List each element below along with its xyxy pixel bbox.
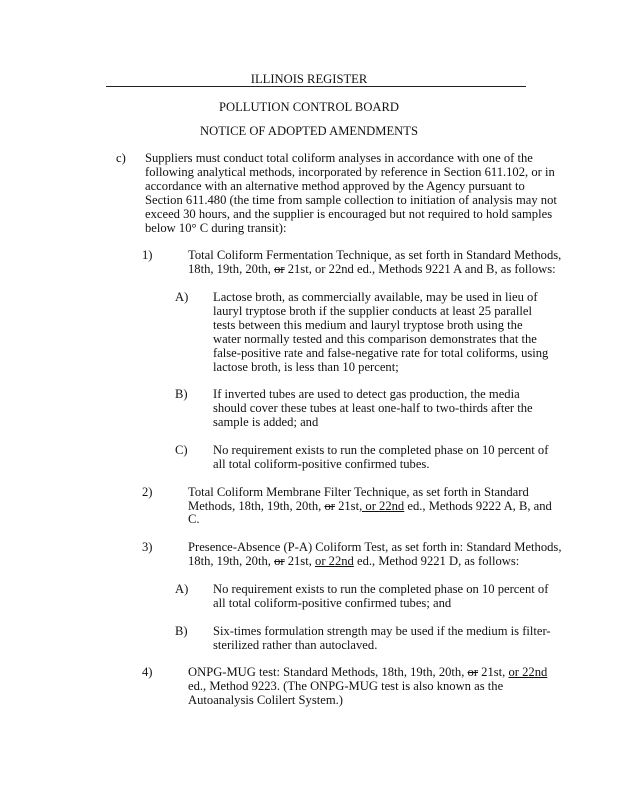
text-segment: accordance with an alternative method approved by the Agency pursuant to bbox=[145, 178, 525, 193]
text-line bbox=[0, 305, 618, 319]
text-segment: Presence-Absence (P-A) Coliform Test, as set forth in: Standard Methods, bbox=[188, 540, 562, 555]
text-line bbox=[0, 680, 618, 694]
text-segment: Methods, 18th, 19th, 20th, bbox=[188, 498, 325, 513]
paragraph-a bbox=[0, 583, 618, 611]
text-segment: lactose broth, is less than 10 percent; bbox=[213, 359, 399, 374]
text-segment: ONPG-MUG test: Standard Methods, 18th, 19th, 20th, bbox=[188, 665, 468, 680]
text-line bbox=[0, 694, 618, 708]
text-segment: No requirement exists to run the completed phase on 10 percent of bbox=[213, 581, 549, 596]
paragraph-label: B) bbox=[175, 623, 188, 638]
text-line bbox=[0, 583, 618, 597]
text-segment: following analytical methods, incorporated by reference in Section 611.102, or in bbox=[145, 164, 555, 179]
register-title: ILLINOIS REGISTER bbox=[250, 72, 368, 86]
document-body bbox=[0, 152, 618, 722]
text-segment: C. bbox=[188, 512, 200, 527]
struck-text: or bbox=[467, 665, 479, 680]
text-segment: below 10° C during transit): bbox=[145, 220, 287, 235]
text-segment: If inverted tubes are used to detect gas production, the media bbox=[213, 387, 520, 402]
text-line bbox=[0, 166, 618, 180]
text-line bbox=[0, 666, 618, 680]
text-segment: water normally tested and this comparison demonstrates that the bbox=[213, 331, 537, 346]
text-line bbox=[0, 555, 618, 569]
paragraph-label: C) bbox=[175, 442, 188, 457]
text-segment: No requirement exists to run the completed phase on 10 percent of bbox=[213, 442, 549, 457]
paragraph-label: 4) bbox=[142, 665, 153, 680]
text-line bbox=[0, 541, 618, 555]
text-segment: should cover these tubes at least one-half to two-thirds after the bbox=[213, 401, 533, 416]
paragraph-b bbox=[0, 388, 618, 430]
paragraph-label: 1) bbox=[142, 248, 153, 263]
notice-title: NOTICE OF ADOPTED AMENDMENTS bbox=[200, 124, 418, 138]
text-line bbox=[0, 486, 618, 500]
inserted-text: or 22nd bbox=[508, 665, 548, 680]
text-segment: 18th, 19th, 20th, bbox=[188, 262, 275, 277]
text-line bbox=[0, 208, 618, 222]
text-segment: ed., Method 9221 D, as follows: bbox=[353, 554, 520, 569]
text-line bbox=[0, 458, 618, 472]
text-line bbox=[0, 319, 618, 333]
text-line bbox=[0, 361, 618, 375]
text-line bbox=[0, 597, 618, 611]
text-segment: 21st bbox=[334, 498, 360, 513]
paragraph-label: A) bbox=[175, 290, 189, 305]
paragraph-3 bbox=[0, 541, 618, 569]
paragraph-label: c) bbox=[116, 151, 126, 165]
text-segment: ed., Method 9223. (The ONPG-MUG test is also known as the bbox=[188, 679, 504, 694]
paragraph-a bbox=[0, 291, 618, 374]
text-segment: Suppliers must conduct total coliform analyses in accordance with one of the bbox=[145, 151, 533, 165]
header-rule bbox=[106, 86, 526, 87]
text-line bbox=[0, 639, 618, 653]
paragraph-label: A) bbox=[175, 581, 189, 596]
text-segment: ed., Methods 9222 A, B, and bbox=[404, 498, 552, 513]
text-segment: all total coliform-positive confirmed tubes; and bbox=[213, 595, 452, 610]
paragraph-2 bbox=[0, 486, 618, 528]
text-line bbox=[0, 513, 618, 527]
text-segment: Total Coliform Fermentation Technique, as set forth in Standard Methods, bbox=[188, 248, 562, 263]
text-segment: sample is added; and bbox=[213, 415, 319, 430]
text-segment: Lactose broth, as commercially available, may be used in lieu of bbox=[213, 290, 538, 305]
text-line bbox=[0, 402, 618, 416]
paragraph-4 bbox=[0, 666, 618, 708]
paragraph-b bbox=[0, 625, 618, 653]
text-segment: Autoanalysis Colilert System.) bbox=[188, 693, 343, 708]
text-segment: Section 611.480 (the time from sample collection to initiation of analysis may not bbox=[145, 192, 557, 207]
text-line bbox=[0, 152, 618, 166]
text-line bbox=[0, 291, 618, 305]
text-segment: all total coliform-positive confirmed tubes. bbox=[213, 456, 430, 471]
paragraph-label: B) bbox=[175, 387, 188, 402]
text-segment: Total Coliform Membrane Filter Technique, as set forth in Standard bbox=[188, 484, 529, 499]
text-line bbox=[0, 416, 618, 430]
text-line bbox=[0, 388, 618, 402]
text-line bbox=[0, 194, 618, 208]
text-segment: tests between this medium and lauryl tryptose broth using the bbox=[213, 317, 523, 332]
text-segment: lauryl tryptose broth if the supplier conducts at least 25 parallel bbox=[213, 303, 532, 318]
struck-text: or bbox=[274, 554, 285, 569]
text-segment: sterilized rather than autoclaved. bbox=[213, 637, 378, 652]
paragraph-label: 2) bbox=[142, 484, 153, 499]
text-line bbox=[0, 249, 618, 263]
text-segment: Six-times formulation strength may be used if the medium is filter- bbox=[213, 623, 551, 638]
text-line bbox=[0, 222, 618, 236]
struck-text: or bbox=[274, 262, 285, 277]
text-segment: false-positive rate and false-negative rate for total coliforms, using bbox=[213, 345, 549, 360]
text-segment: 18th, 19th, 20th, bbox=[188, 554, 275, 569]
text-line bbox=[0, 263, 618, 277]
text-line bbox=[0, 625, 618, 639]
struck-text: or bbox=[324, 498, 335, 513]
paragraph-c bbox=[0, 152, 618, 235]
board-title: POLLUTION CONTROL BOARD bbox=[218, 100, 400, 114]
text-line bbox=[0, 347, 618, 361]
paragraph-label: 3) bbox=[142, 540, 153, 555]
text-segment: 21st, bbox=[284, 554, 316, 569]
text-line bbox=[0, 500, 618, 514]
inserted-text: , or 22nd bbox=[359, 498, 405, 513]
paragraph-1 bbox=[0, 249, 618, 277]
text-line bbox=[0, 180, 618, 194]
text-segment: exceed 30 hours, and the supplier is encouraged but not required to hold samples bbox=[145, 206, 553, 221]
text-line bbox=[0, 333, 618, 347]
text-segment: 21st, bbox=[478, 665, 509, 680]
paragraph-c bbox=[0, 444, 618, 472]
text-segment: 21st, or 22nd ed., Methods 9221 A and B, as follows: bbox=[284, 262, 556, 277]
text-line bbox=[0, 444, 618, 458]
inserted-text: or 22nd bbox=[315, 554, 354, 569]
